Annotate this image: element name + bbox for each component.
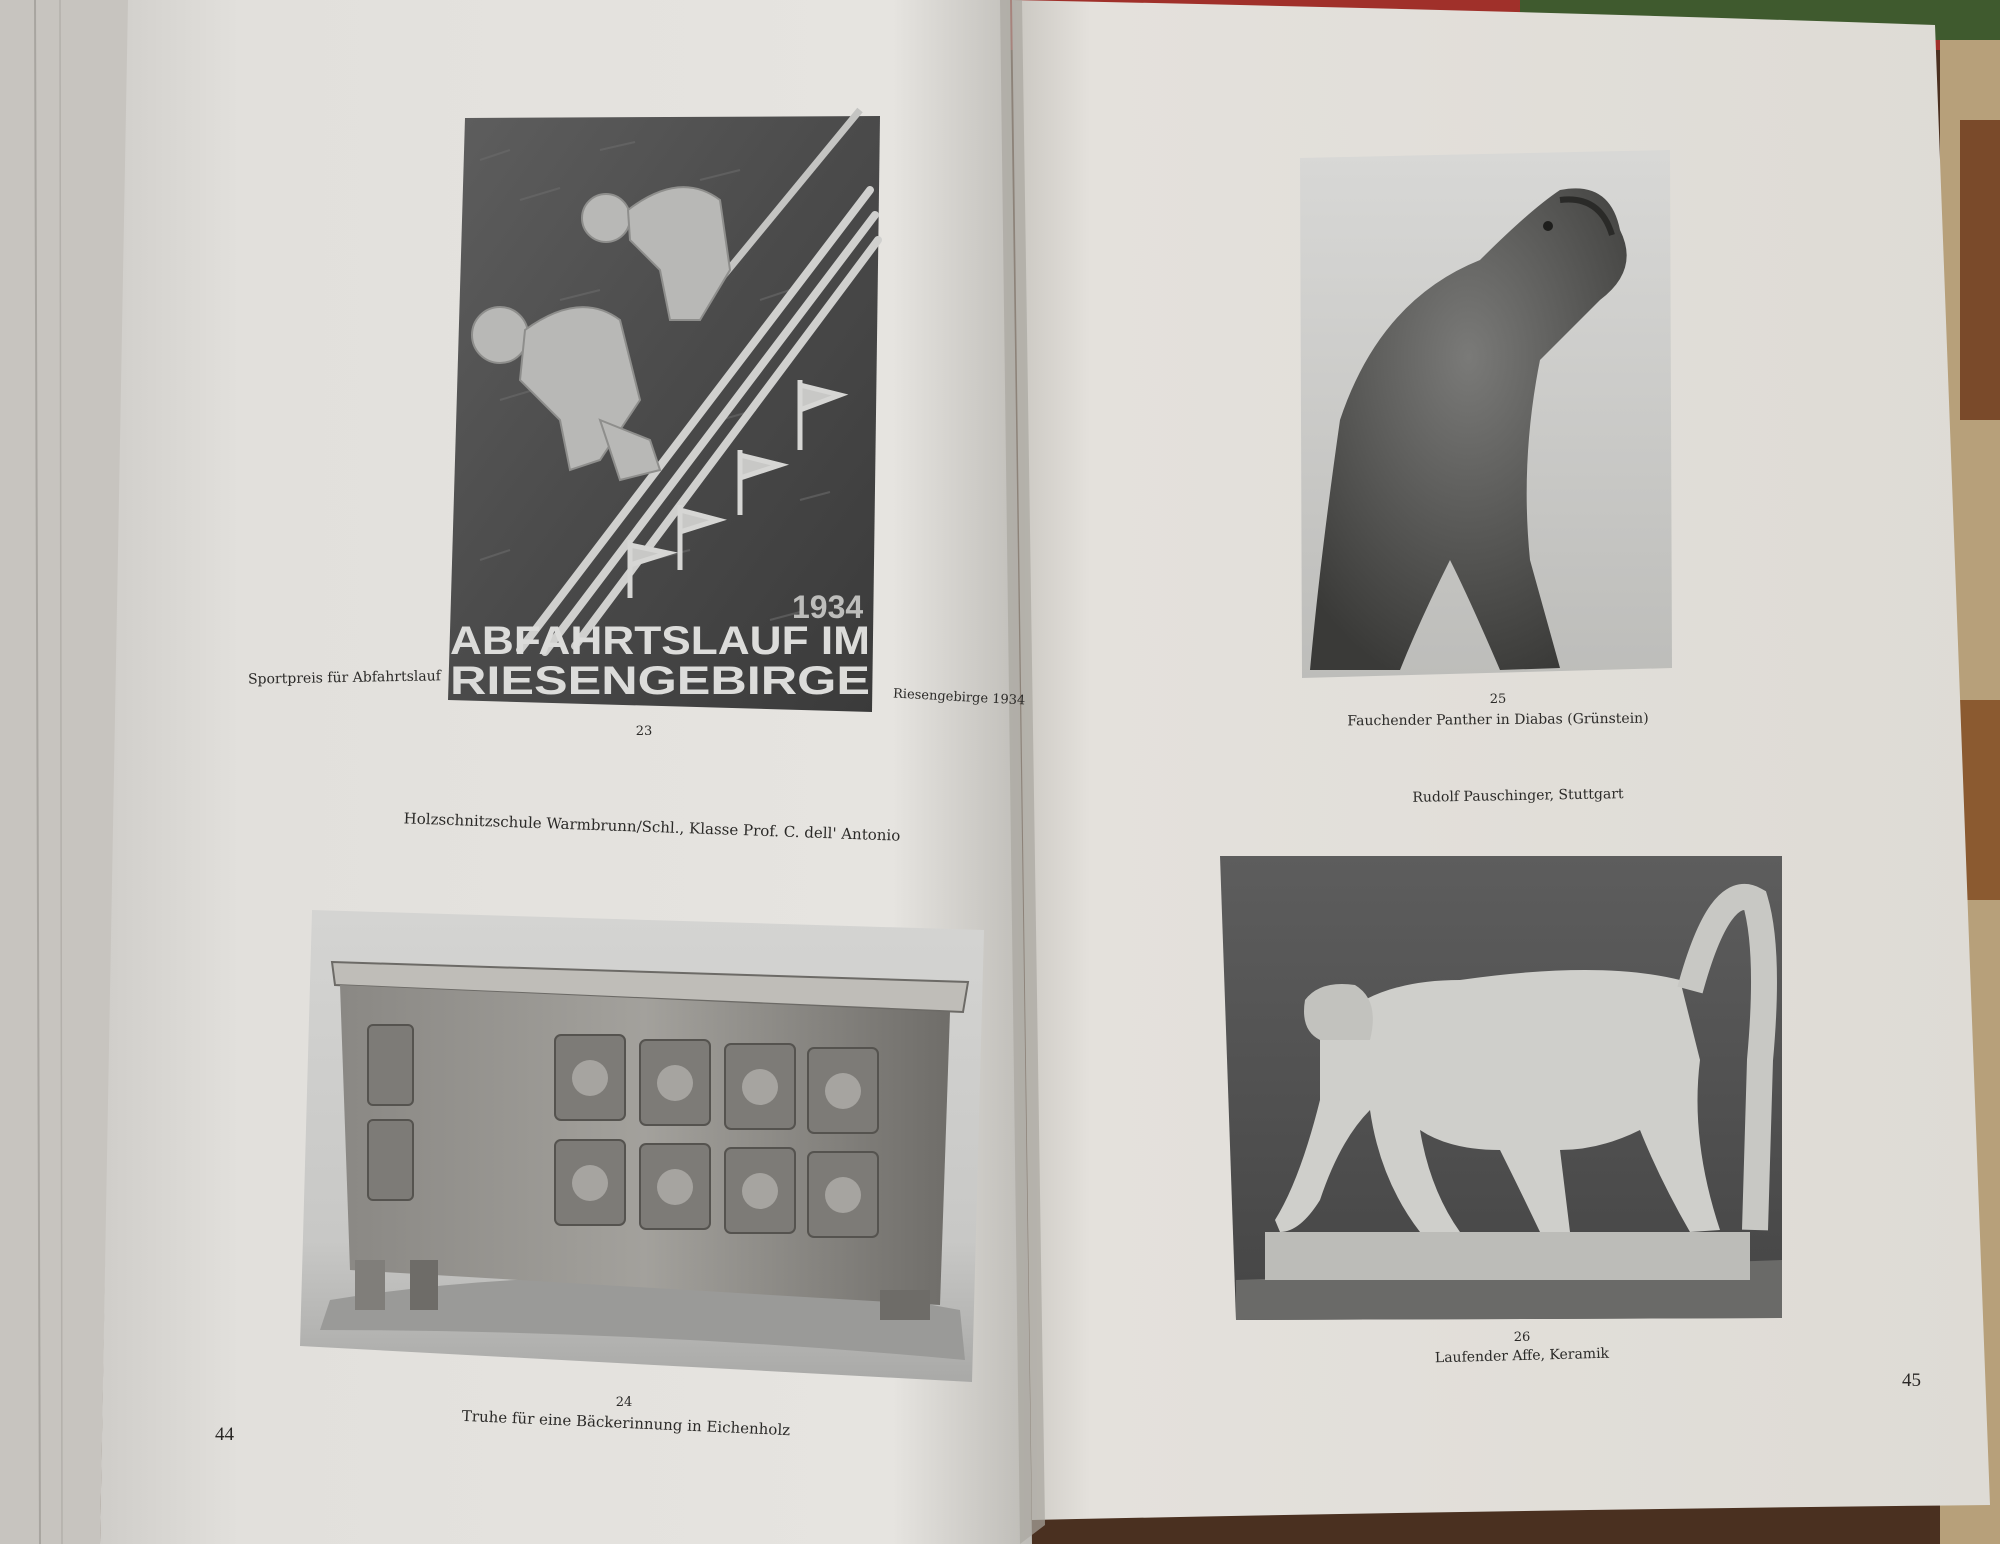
plate-23-carved-line2: RIESENGEBIRGE xyxy=(450,659,870,703)
plate-23-caption-right: Riesengebirge 1934 xyxy=(892,686,1026,709)
plate-25-caption: Fauchender Panther in Diabas (Grünstein) xyxy=(1347,710,1649,730)
plate-26-caption: Laufender Affe, Keramik xyxy=(1434,1345,1610,1367)
right-attribution: Rudolf Pauschinger, Stuttgart xyxy=(1412,786,1624,806)
plate-24-caption: Truhe für eine Bäckerinnung in Eichenholz xyxy=(461,1406,791,1440)
plate-25-number: 25 xyxy=(1489,692,1507,707)
plate-23-ski-relief xyxy=(448,110,880,712)
right-page-number: 45 xyxy=(1902,1370,1921,1391)
plate-23-caption-left: Sportpreis für Abfahrtslauf xyxy=(247,668,441,688)
plate-24-number: 24 xyxy=(615,1395,633,1410)
plate-26-number: 26 xyxy=(1513,1330,1531,1345)
plate-23-year: 1934 xyxy=(792,589,864,625)
plate-25-panther xyxy=(1300,150,1672,678)
left-attribution: Holzschnitzschule Warmbrunn/Schl., Klasse Prof. C. dell' Antonio xyxy=(403,809,901,845)
plate-26-monkey xyxy=(1220,856,1782,1320)
plate-24-carved-chest xyxy=(300,910,984,1382)
plate-23-number: 23 xyxy=(635,724,653,739)
left-page-number: 44 xyxy=(215,1424,234,1445)
plate-23-carved-line1: ABFAHRTSLAUF IM xyxy=(450,619,870,663)
